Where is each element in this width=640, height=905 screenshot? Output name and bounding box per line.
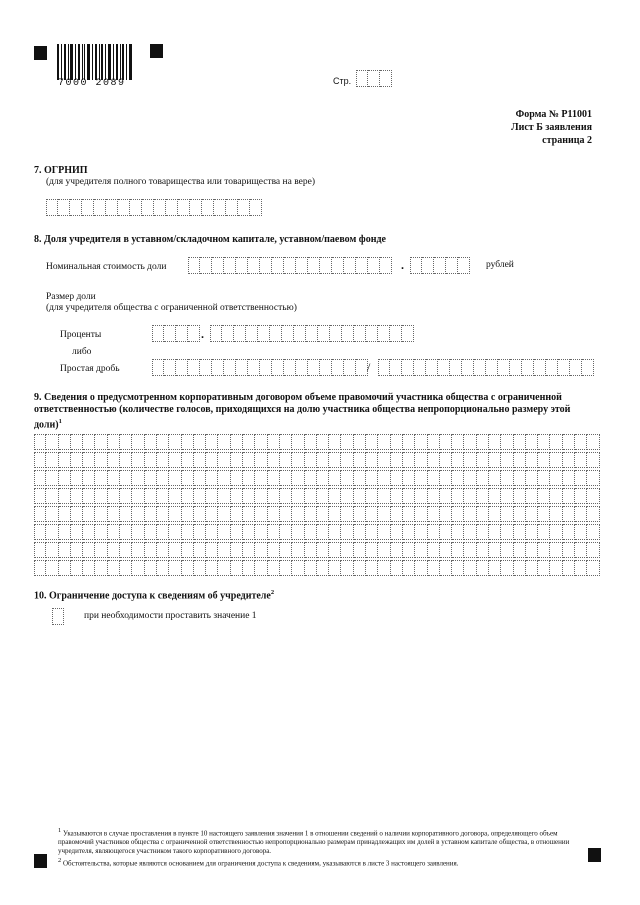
footnote-1-mark: 1 <box>58 827 62 834</box>
grid-row[interactable] <box>34 452 600 468</box>
form-header <box>511 108 592 147</box>
footnote-2-mark: 2 <box>58 857 62 864</box>
registration-marker-top-left <box>34 46 47 60</box>
grid-row[interactable] <box>34 560 600 576</box>
percent-integer-field[interactable] <box>152 325 200 342</box>
or-label: либо <box>72 347 92 357</box>
footnote-1 <box>58 826 588 856</box>
registration-marker-bottom-left <box>34 854 47 868</box>
page-label: Стр. <box>333 76 352 86</box>
nominal-value-label: Номинальная стоимость доли <box>46 262 167 272</box>
grid-row[interactable] <box>34 506 600 522</box>
fraction-label: Простая дробь <box>60 364 120 374</box>
registration-marker-bottom-right <box>588 848 601 862</box>
ogrnip-field[interactable] <box>46 199 262 216</box>
section-10-title <box>34 589 274 601</box>
percent-decimal-separator: . <box>201 327 204 341</box>
nominal-value-field[interactable] <box>188 257 392 274</box>
grid-row[interactable] <box>34 524 600 540</box>
form-number: Форма № Р11001 <box>515 109 592 120</box>
grid-row[interactable] <box>34 542 600 558</box>
footnote-2-text: Обстоятельства, которые являются основанием для ограничения доступа к сведениям, указываются в листе 3 настоящего заявления. <box>63 859 459 868</box>
section-10-title-text: 10. Ограничение доступа к сведениям об учредителе <box>34 590 271 602</box>
footnote-2 <box>58 856 588 868</box>
section-7-subtitle: (для учредителя полного товарищества или товарищества на вере) <box>46 177 315 187</box>
section-7-title: 7. ОГРНИП <box>34 165 88 176</box>
form-sheet: Лист Б заявления <box>511 122 592 133</box>
page-number-field[interactable] <box>356 70 392 87</box>
barcode-number: 7000 2089 <box>58 78 126 89</box>
access-restriction-field[interactable] <box>52 608 64 625</box>
fraction-denominator-field[interactable] <box>378 359 594 376</box>
percent-label: Проценты <box>60 330 102 340</box>
grid-row[interactable] <box>34 434 600 450</box>
nominal-decimal-separator: . <box>401 258 404 272</box>
section-9-title-line1: 9. Сведения о предусмотренном корпоративным договором объеме правомочий участника общества с ограниченной <box>34 392 562 403</box>
share-size-title: Размер доли <box>46 292 96 302</box>
grid-row[interactable] <box>34 488 600 504</box>
fraction-separator: / <box>367 360 371 374</box>
fraction-numerator-field[interactable] <box>152 359 371 376</box>
share-size-subtitle: (для учредителя общества с ограниченной ответственностью) <box>46 303 297 313</box>
access-restriction-hint: при необходимости проставить значение 1 <box>84 611 257 621</box>
footnote-ref-1: 1 <box>58 418 62 425</box>
footnote-ref-2: 2 <box>270 589 275 596</box>
nominal-kopeks-field[interactable] <box>410 257 470 274</box>
barcode-icon <box>57 44 133 80</box>
registration-marker-top-right <box>150 44 163 58</box>
section-9-title <box>34 392 606 431</box>
form-page: страница 2 <box>542 135 592 146</box>
section-8-title: 8. Доля учредителя в уставном/складочном капитале, уставном/паевом фонде <box>34 234 386 245</box>
section-9-title-line3: доли) <box>34 419 59 431</box>
grid-row[interactable] <box>34 470 600 486</box>
nominal-unit: рублей <box>486 260 514 270</box>
percent-fraction-field[interactable] <box>210 325 414 342</box>
section-9-title-line2: ответственностью (количестве голосов, приходящихся на долю участника общества непропорционально размеру этой <box>34 404 571 415</box>
footnote-1-text: Указываются в случае проставления в пункте 10 настоящего заявления значения 1 в отношении сведений о наличии корпоративного договора, определяющего объем правомочий участников общества с ограниченной ответственностью непропорционально размерам принадлежащих им долей в уставном капитале общества, в отношении учредителя, являющегося участником такого корпоративного договора. <box>58 829 570 856</box>
